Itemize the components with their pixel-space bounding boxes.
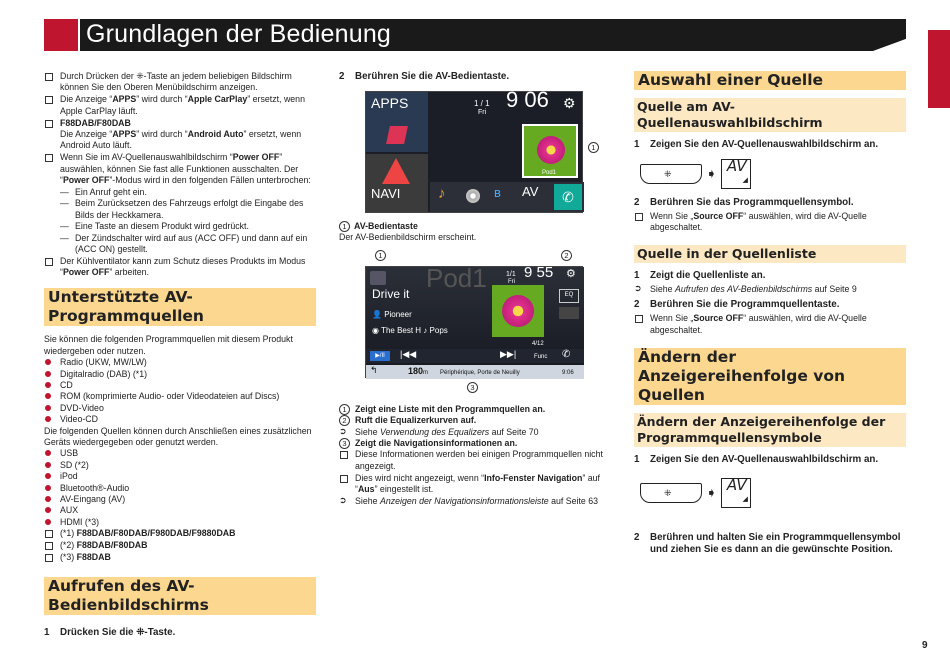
- step: 1 Zeigen Sie den AV-Quellenauswahlbildschirm an.: [634, 454, 879, 466]
- callout-item: 1 Zeigt eine Liste mit den Programmquellen an.: [339, 404, 611, 415]
- chapter-tab: [928, 30, 950, 108]
- page-number: 9: [922, 640, 928, 651]
- page-title: Grundlagen der Bedienung: [86, 20, 392, 48]
- step: 1 Zeigt die Quellenliste an.: [634, 269, 766, 281]
- song-title: Drive it: [372, 286, 410, 301]
- note: Dies wird nicht angezeigt, wenn “Info-Fenster Navigation” auf “Aus” eingestellt ist.: [339, 473, 611, 496]
- track-count: 4/12: [532, 340, 544, 347]
- av-key-icon: AV ◢: [721, 478, 751, 508]
- source-item: Digitalradio (DAB) (*1): [44, 369, 316, 380]
- eta: 9:06: [562, 369, 574, 376]
- artist-row: 👤 Pioneer: [372, 309, 412, 319]
- source-item: Video-CD: [44, 414, 316, 425]
- list-item: Die Anzeige “APPS” wird durch “Apple CarPlay” ersetzt, wenn Apple CarPlay läuft.: [44, 94, 316, 117]
- navi-icon: [382, 158, 410, 184]
- track-counter: 1 / 1: [474, 99, 490, 108]
- reference[interactable]: ➲ Siehe Verwendung des Equalizers auf Seite 70: [339, 427, 611, 438]
- settings-gear-icon[interactable]: ⚙: [566, 267, 576, 280]
- arrow-icon: ➧: [706, 166, 717, 182]
- album-art-2: [492, 285, 544, 337]
- section-title-order: Ändern der Anzeigereihenfolge von Quellen: [634, 348, 906, 405]
- source-item: Bluetooth®-Audio: [44, 483, 316, 494]
- eq-button[interactable]: EQ: [559, 289, 579, 303]
- settings-gear-icon[interactable]: ⚙: [563, 95, 576, 111]
- column-2: [339, 71, 611, 507]
- section-title-av-screen: Aufrufen des AV-Bedienbildschirms: [44, 577, 316, 615]
- section-title-select-source: Auswahl einer Quelle: [634, 71, 906, 90]
- phone-icon[interactable]: ✆: [562, 348, 571, 360]
- navi-label: NAVI: [371, 186, 401, 201]
- list-item: Durch Drücken der ⁜-Taste an jedem beliebigen Bildschirm können Sie den Oberen Menübildschirm anzeigen.: [44, 71, 316, 94]
- source-item: DVD-Video: [44, 403, 316, 414]
- model-note: (*2) F88DAB/F80DAB: [44, 540, 316, 551]
- clock: 9 06: [506, 87, 549, 112]
- button-diagram: [640, 157, 906, 191]
- step: 2 Berühren Sie die AV-Bedientaste.: [339, 71, 510, 82]
- source-item: iPod: [44, 471, 316, 482]
- source-item: ROM (komprimierte Audio- oder Videodateien auf Discs): [44, 391, 316, 402]
- play-pause-button[interactable]: ▶/II: [370, 351, 390, 361]
- list-item: Der Kühlventilator kann zum Schutz dieses Produkts im Modus “Power OFF” arbeiten.: [44, 256, 316, 279]
- source-item: CD: [44, 380, 316, 391]
- note: Wenn Sie „Source OFF“ auswählen, wird die AV-Quelle abgeschaltet.: [634, 211, 906, 234]
- track-counter-2: 1/1: [506, 270, 516, 278]
- hardware-button-icon: ⁜: [640, 483, 702, 503]
- section-title-sources: Unterstützte AV-Programmquellen: [44, 288, 316, 326]
- step: 1 Drücken Sie die ⁜-Taste.: [44, 627, 176, 639]
- clock-2: 9 55: [524, 263, 554, 281]
- caption-1: 1 AV-Bedientaste: [339, 221, 611, 232]
- model-note: (*3) F88DAB: [44, 552, 316, 563]
- model-note: (*1) F88DAB/F80DAB/F980DAB/F9880DAB: [44, 528, 316, 539]
- source-item: HDMI (*3): [44, 517, 316, 528]
- func-button[interactable]: Func: [534, 353, 548, 360]
- source-item: Radio (UKW, MW/LW): [44, 357, 316, 368]
- hardware-button-icon: ⁜: [640, 164, 702, 184]
- section-text-2: Die folgenden Quellen können durch Anschließen eines zusätzlichen Geräts wiedergegeben oder genutzt werden.: [44, 425, 312, 447]
- step: 2 Berühren Sie die Programmquellentaste.: [634, 299, 840, 311]
- distance: 180m: [408, 365, 429, 376]
- callout-item: 3 Zeigt die Navigationsinformationen an.: [339, 438, 611, 449]
- subsection-order-icons: Ändern der Anzeigereihenfolge der Programmquellensymbole: [634, 413, 906, 447]
- source-item: AUX: [44, 505, 316, 516]
- source-item: USB: [44, 448, 316, 459]
- intro-notes: [44, 71, 316, 278]
- model-notes: [44, 528, 316, 563]
- source-item: AV-Eingang (AV): [44, 494, 316, 505]
- av-key-icon: AV ◢: [721, 159, 751, 189]
- day-label-2: Fri: [508, 278, 515, 285]
- note: Diese Informationen werden bei einigen Programmquellen nicht angezeigt.: [339, 449, 611, 472]
- subsection-source-list: Quelle in der Quellenliste: [634, 245, 906, 263]
- av-screen-figure: 1 2 Pod1 1/1 Fri 9 55 ⚙ Drive it 👤 Pioneer ◉ The Best H ♪ Pops EQ 4/12 ▶/II |◀◀ ▶▶| Func ✆ ↰ 180m Périphérique, Porte de Neuilly 9:06 3: [365, 250, 583, 396]
- source-item: SD (*2): [44, 460, 316, 471]
- list-item: — Beim Zurücksetzen des Fahrzeugs erfolgt die Eingabe des Bilds der Heckkamera.: [44, 198, 316, 221]
- list-item: F88DAB/F80DAB Die Anzeige “APPS” wird durch “Android Auto” ersetzt, wenn Android Auto läuft.: [44, 118, 316, 152]
- album-art: Pod1: [522, 124, 578, 178]
- av-operation-screenshot: [365, 262, 583, 378]
- note: Wenn Sie „Source OFF“ auswählen, wird die AV-Quelle abgeschaltet.: [634, 313, 906, 336]
- step: 2 Berühren Sie das Programmquellensymbol.: [634, 197, 854, 208]
- step: 1 Zeigen Sie den AV-Quellenauswahlbildschirm an.: [634, 139, 879, 150]
- step: 2 Berühren und halten Sie ein Programmquellensymbol und ziehen Sie es dann an die gewünschte Position.: [634, 532, 901, 556]
- source-list-1: [44, 357, 316, 425]
- av-operation-key[interactable]: AV: [522, 184, 539, 199]
- playback-bar: [366, 349, 584, 363]
- top-menu-screenshot: APPS NAVI 1 / 1 Fri 9 06 ⚙ Pod1 1 ♪ ʙ AV ✆: [365, 91, 583, 213]
- source-list-2: [44, 448, 316, 528]
- caption-1-text: Der AV-Bedienbildschirm erscheint.: [339, 232, 477, 243]
- previous-button[interactable]: |◀◀: [400, 348, 417, 359]
- list-item: Wenn Sie im AV-Quellenauswahlbildschirm “Power OFF” auswählen, können Sie fast alle Funktionen ausschalten. Der “Power OFF”-Modus wird in den folgenden Fällen unterbrochen:: [44, 152, 316, 186]
- apps-label: APPS: [371, 95, 409, 111]
- turn-arrow-icon: ↰: [370, 364, 378, 375]
- column-3: [634, 71, 906, 558]
- album-row: ◉ The Best H ♪ Pops: [372, 325, 448, 335]
- arrow-icon: ➧: [706, 485, 717, 501]
- section-text: Sie können die folgenden Programmquellen mit diesem Produkt wiedergeben oder nutzen.: [44, 334, 293, 356]
- next-button[interactable]: ▶▶|: [500, 348, 517, 359]
- list-item: — Eine Taste an diesem Produkt wird gedrückt.: [44, 221, 316, 232]
- street-name: Périphérique, Porte de Neuilly: [440, 369, 520, 376]
- disc-icon[interactable]: [466, 189, 480, 203]
- column-1: [44, 71, 316, 641]
- callout-list: [339, 404, 611, 508]
- list-button[interactable]: [559, 307, 579, 319]
- callout-item: 2 Ruft die Equalizerkurven auf.: [339, 415, 611, 426]
- list-item: — Ein Anruf geht ein.: [44, 187, 316, 198]
- button-diagram: [640, 476, 906, 510]
- day-label: Fri: [478, 109, 487, 116]
- bluetooth-icon[interactable]: ʙ: [494, 185, 501, 200]
- header-accent: [44, 19, 78, 51]
- music-icon[interactable]: ♪: [438, 185, 446, 202]
- phone-icon[interactable]: ✆: [554, 184, 582, 210]
- source-watermark: Pod1: [426, 262, 487, 293]
- app-icon: [386, 126, 408, 144]
- source-list-icon[interactable]: [370, 271, 386, 285]
- reference[interactable]: ➲ Siehe Aufrufen des AV-Bedienbildschirms auf Seite 9: [634, 284, 906, 295]
- reference[interactable]: ➲ Siehe Anzeigen der Navigationsinformationsleiste auf Seite 63: [339, 496, 611, 507]
- subsection-av-source-screen: Quelle am AV-Quellenauswahlbildschirm: [634, 98, 906, 132]
- list-item: — Der Zündschalter wird auf aus (ACC OFF) und dann auf ein (ACC ON) gestellt.: [44, 233, 316, 256]
